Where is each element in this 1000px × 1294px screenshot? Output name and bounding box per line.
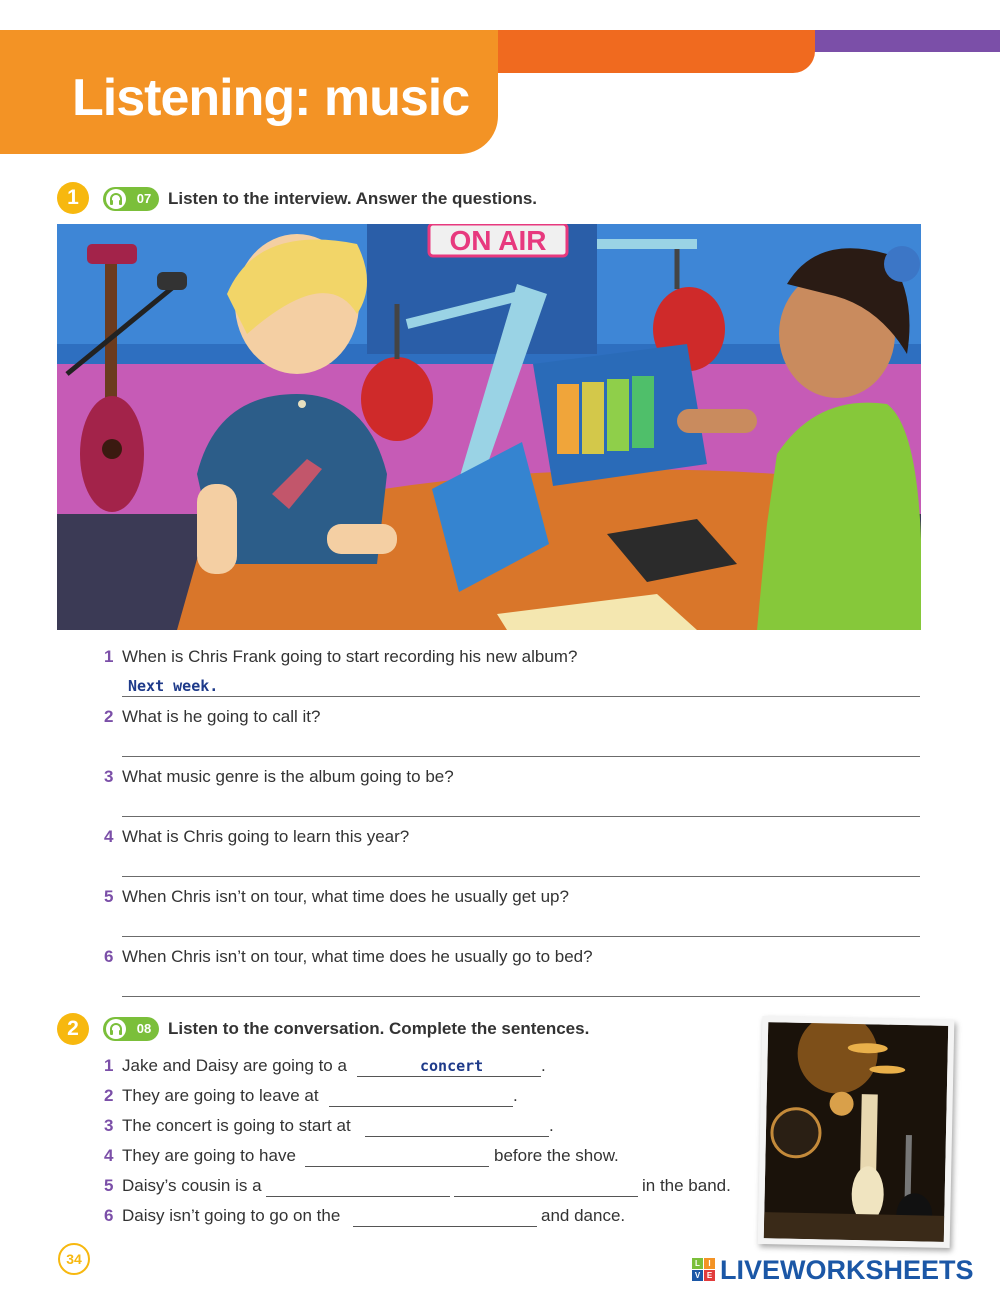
blank-1-answer[interactable]: concert bbox=[420, 1057, 484, 1075]
logo-square-l: L bbox=[692, 1258, 703, 1269]
liveworksheets-logo[interactable] bbox=[692, 1255, 988, 1285]
answer-line-5[interactable] bbox=[122, 936, 920, 937]
headphones-icon bbox=[106, 1019, 126, 1039]
audio-button-08[interactable] bbox=[103, 1017, 159, 1041]
header-orange-stripe bbox=[470, 30, 815, 73]
sentence-4: 4 They are going to have bbox=[104, 1146, 296, 1165]
sentence-1-end: . bbox=[541, 1056, 546, 1075]
blank-5b[interactable] bbox=[454, 1196, 638, 1197]
logo-square-i: I bbox=[704, 1258, 715, 1269]
question-6: 6 When Chris isn’t on tour, what time does he usually go to bed? bbox=[104, 947, 593, 966]
sentence-5: 5 Daisy’s cousin is a bbox=[104, 1176, 262, 1195]
radio-studio-illustration bbox=[57, 224, 921, 630]
sentence-2: 2 They are going to leave at bbox=[104, 1086, 319, 1105]
answer-line-6[interactable] bbox=[122, 996, 920, 997]
sentence-1: 1 Jake and Daisy are going to a bbox=[104, 1056, 347, 1075]
answer-line-2[interactable] bbox=[122, 756, 920, 757]
headphones-icon bbox=[106, 189, 126, 209]
sentence-2-end: . bbox=[513, 1086, 518, 1105]
exercise-1-instruction: Listen to the interview. Answer the questions. bbox=[168, 189, 538, 208]
audio-track-number: 08 bbox=[136, 1021, 152, 1036]
exercise-2-instruction: Listen to the conversation. Complete the sentences. bbox=[168, 1019, 590, 1038]
sentence-6-end: and dance. bbox=[541, 1206, 626, 1225]
blank-1[interactable] bbox=[357, 1076, 541, 1077]
logo-square-e: E bbox=[704, 1270, 715, 1281]
concert-stage-photo bbox=[758, 1016, 955, 1248]
page-number: 34 bbox=[58, 1243, 90, 1275]
question-2: 2 What is he going to call it? bbox=[104, 707, 321, 726]
sentence-6: 6 Daisy isn’t going to go on the bbox=[104, 1206, 341, 1225]
exercise-2-number: 2 bbox=[57, 1013, 89, 1045]
answer-1-text[interactable]: Next week. bbox=[128, 677, 219, 695]
question-3: 3 What music genre is the album going to be? bbox=[104, 767, 454, 786]
blank-3[interactable] bbox=[365, 1136, 549, 1137]
audio-button-07[interactable] bbox=[103, 187, 159, 211]
answer-line-1[interactable] bbox=[122, 696, 920, 697]
answer-line-3[interactable] bbox=[122, 816, 920, 817]
blank-6[interactable] bbox=[353, 1226, 537, 1227]
question-4: 4 What is Chris going to learn this year? bbox=[104, 827, 410, 846]
on-air-sign: ON AIR bbox=[449, 225, 547, 256]
question-5: 5 When Chris isn’t on tour, what time does he usually get up? bbox=[104, 887, 569, 906]
liveworksheets-brand: LIVEWORKSHEETS bbox=[720, 1255, 974, 1285]
sentence-3: 3 The concert is going to start at bbox=[104, 1116, 351, 1135]
question-1: 1 When is Chris Frank going to start recording his new album? bbox=[104, 647, 578, 666]
sentence-4-end: before the show. bbox=[494, 1146, 619, 1165]
sentence-5-end: in the band. bbox=[642, 1176, 731, 1195]
sentence-3-end: . bbox=[549, 1116, 554, 1135]
logo-square-v: V bbox=[692, 1270, 703, 1281]
answer-line-4[interactable] bbox=[122, 876, 920, 877]
exercise-1-number: 1 bbox=[57, 182, 89, 214]
blank-2[interactable] bbox=[329, 1106, 513, 1107]
page-title: Listening: music bbox=[72, 69, 470, 127]
blank-5a[interactable] bbox=[266, 1196, 450, 1197]
blank-4[interactable] bbox=[305, 1166, 489, 1167]
audio-track-number: 07 bbox=[136, 191, 152, 206]
